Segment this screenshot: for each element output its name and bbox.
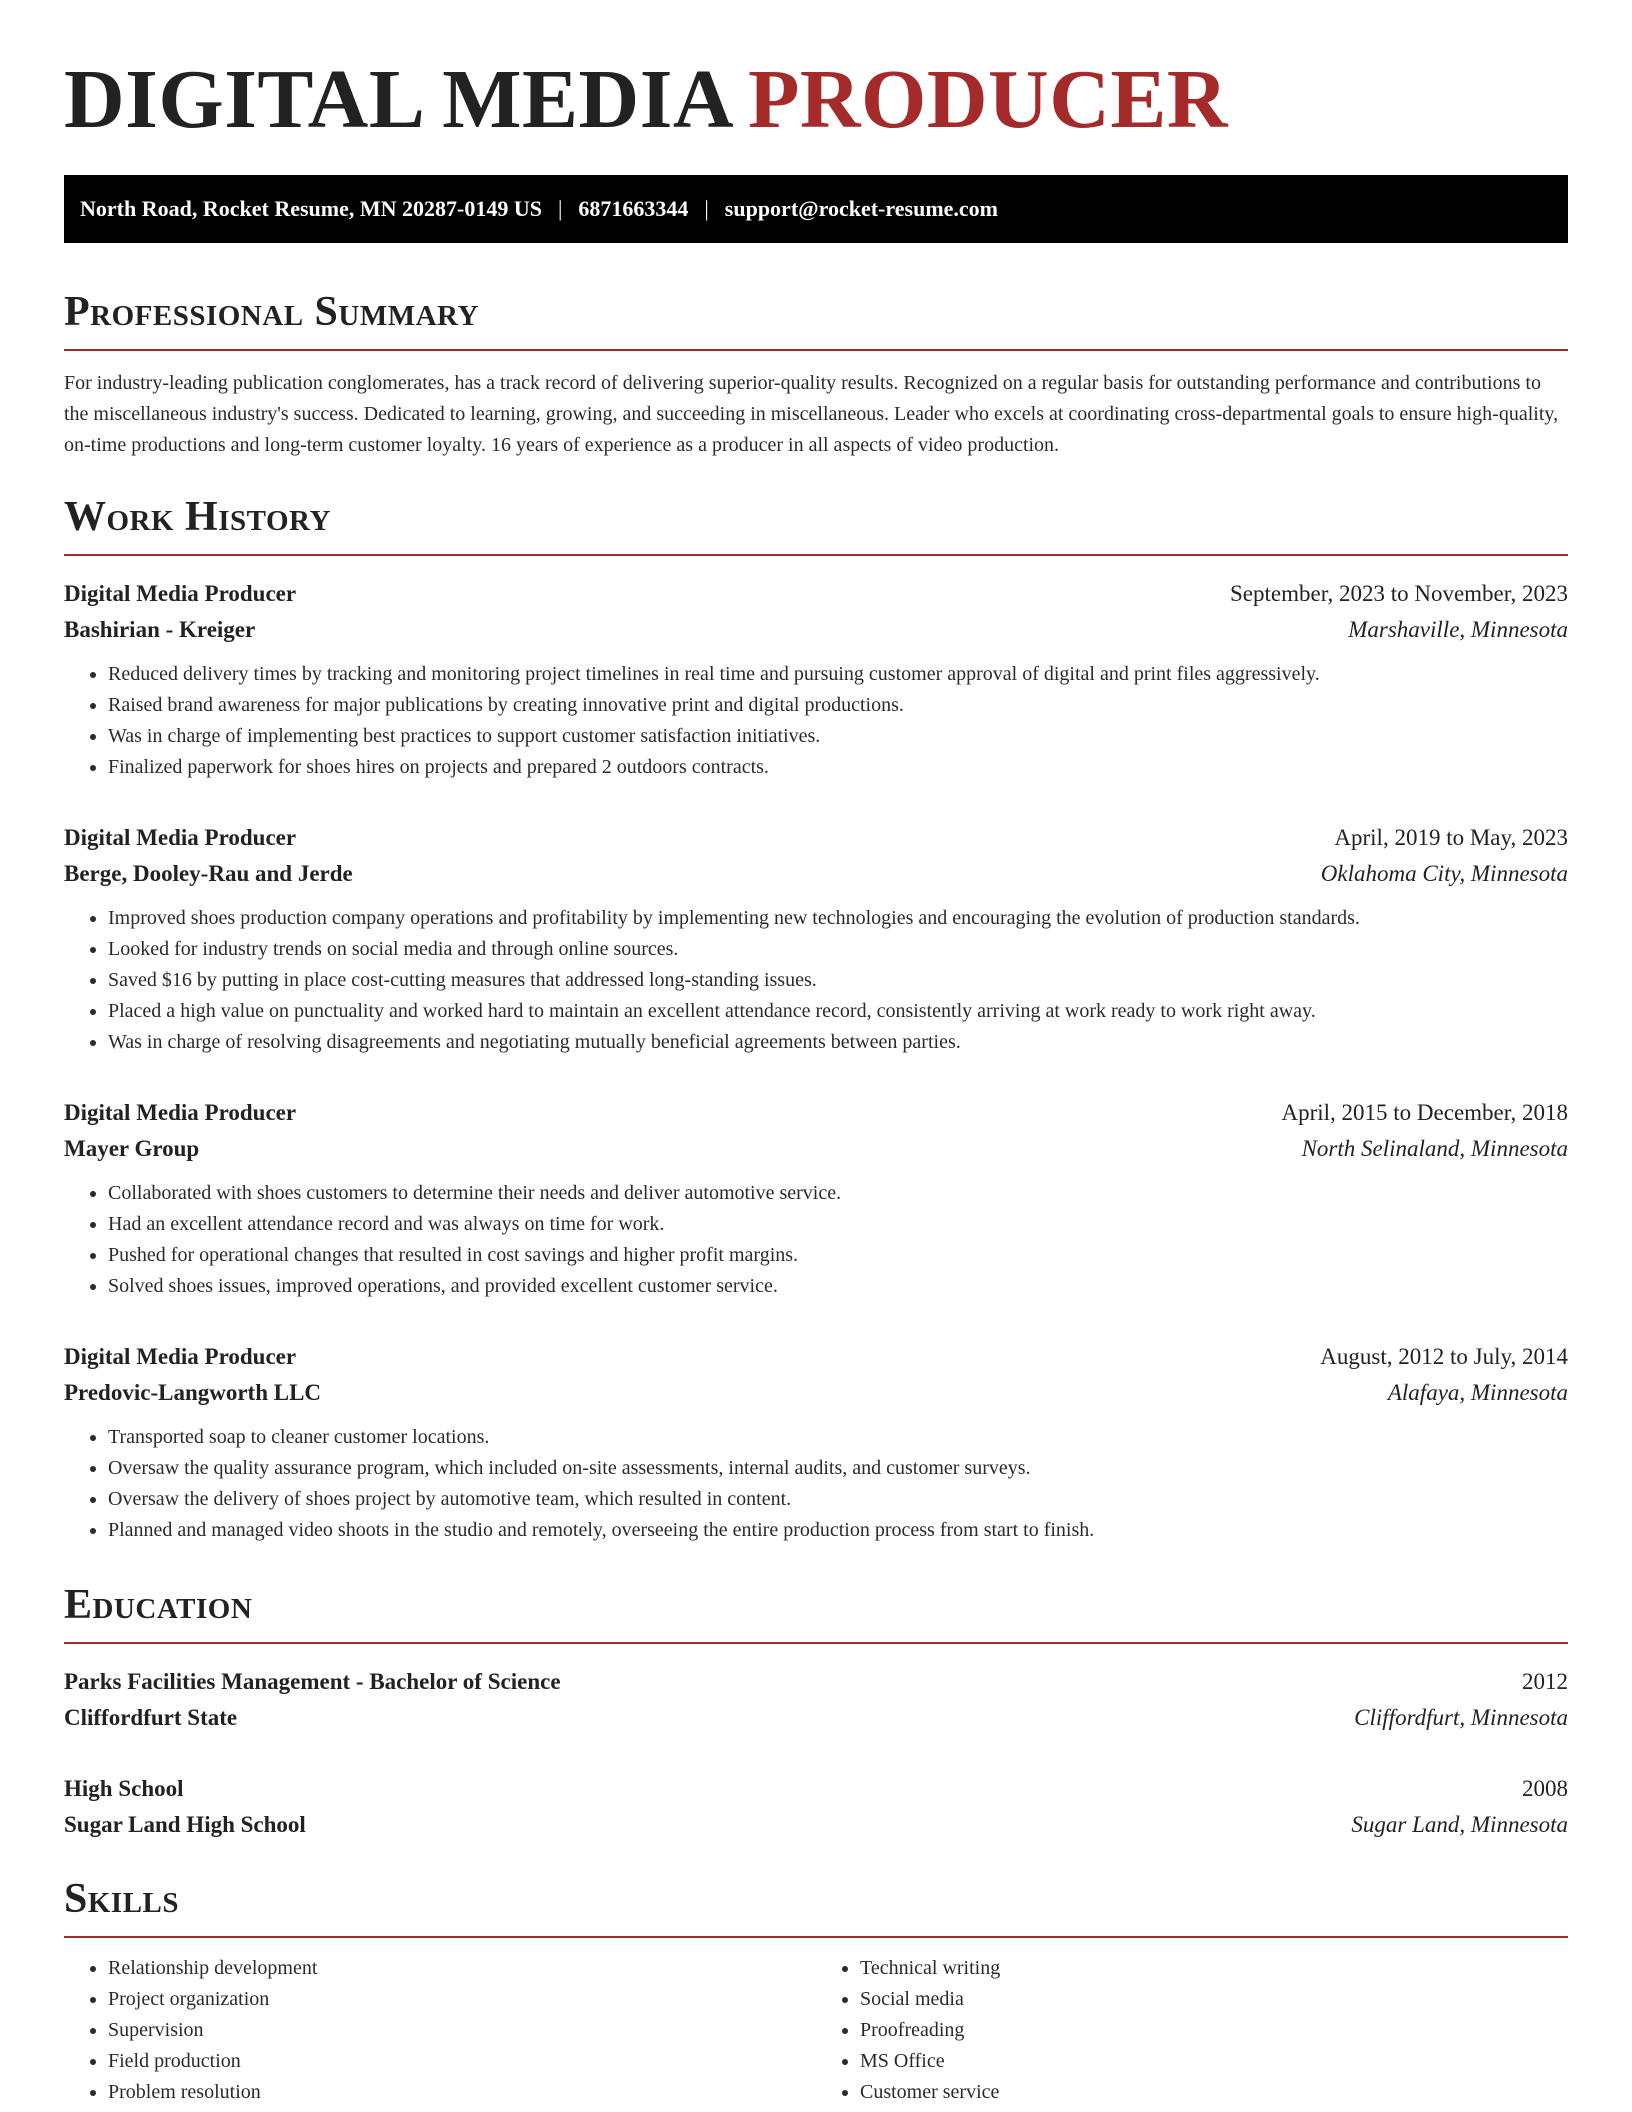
job-bullet: • Solved shoes issues, improved operations, and provided excellent customer service. [108,1271,1568,1302]
skills-column [816,1953,1568,2108]
job-entry [64,1095,1568,1302]
job-company: Berge, Dooley-Rau and Jerde [64,861,353,886]
job-bullet: • Raised brand awareness for major publications by creating innovative print and digital productions. [108,690,1568,721]
skills-column [64,1953,816,2108]
job-bullet: • Saved $16 by putting in place cost-cutting measures that addressed long-standing issues. [108,965,1568,996]
job-dates: August, 2012 to July, 2014 [1320,1344,1568,1369]
contact-address: North Road, Rocket Resume, MN 20287-0149 US [80,196,542,221]
job-bullet: • Was in charge of implementing best practices to support customer satisfaction initiatives. [108,721,1568,752]
job-company: Mayer Group [64,1136,200,1161]
job-bullet: • Pushed for operational changes that resulted in cost savings and higher profit margins. [108,1240,1568,1271]
skill-item: • Customer service [860,2077,1568,2108]
job-dates: September, 2023 to November, 2023 [1230,581,1568,606]
contact-phone: 6871663344 [578,196,689,221]
job-location: Alafaya, Minnesota [1387,1380,1568,1405]
education-degree: Parks Facilities Management - Bachelor of Science [64,1669,561,1694]
job-bullet: • Was in charge of resolving disagreements and negotiating mutually beneficial agreements between parties. [108,1027,1568,1058]
skill-item: • Relationship development [108,1953,816,1984]
education-entry [64,1664,1568,1736]
resume-page [64,0,1568,2108]
job-bullets [64,1422,1568,1546]
job-entry [64,820,1568,1058]
contact-separator: | [557,196,563,221]
skill-item: • Proofreading [860,2015,1568,2046]
section-title-skills: Skills [64,1878,1568,1938]
name-first: DIGITAL MEDIA [64,53,735,146]
job-dates: April, 2015 to December, 2018 [1281,1100,1568,1125]
job-bullets [64,1178,1568,1302]
section-title-education: Education [64,1584,1568,1644]
job-bullets [64,659,1568,783]
job-bullet: • Had an excellent attendance record and was always on time for work. [108,1209,1568,1240]
skill-item: • Project organization [108,1984,816,2015]
education-location: Sugar Land, Minnesota [1351,1812,1568,1837]
section-title-work-history: Work History [64,496,1568,556]
resume-name [64,53,1568,146]
contact-separator: | [704,196,709,221]
education-location: Cliffordfurt, Minnesota [1354,1705,1568,1730]
job-bullet: • Oversaw the delivery of shoes project by automotive team, which resulted in content. [108,1484,1568,1515]
name-last: PRODUCER [748,53,1229,146]
skill-item: • Field production [108,2046,816,2077]
job-bullet: • Planned and managed video shoots in the studio and remotely, overseeing the entire production process from start to finish. [108,1515,1568,1546]
job-location: Marshaville, Minnesota [1348,617,1568,642]
job-bullet: • Transported soap to cleaner customer locations. [108,1422,1568,1453]
job-role: Digital Media Producer [64,581,297,606]
summary-text: For industry-leading publication conglomerates, has a track record of delivering superior-quality results. Recognized on a regular basis for outstanding performance and contributions to the miscellaneous industry's success. Dedicated to learning, growing, and succeeding in miscellaneous. Leader who excels at coordinating cross-departmental goals to ensure high-quality, on-time productions and long-term customer loyalty. 16 years of experience as a producer in all aspects of video production. [64,372,1559,456]
contact-bar [64,175,1568,243]
job-role: Digital Media Producer [64,825,297,850]
education-year: 2012 [1522,1669,1568,1694]
job-role: Digital Media Producer [64,1100,297,1125]
skills-list [64,1953,1568,2108]
skill-item: • Social media [860,1984,1568,2015]
job-dates: April, 2019 to May, 2023 [1334,825,1568,850]
skill-item: • Problem resolution [108,2077,816,2108]
job-bullet: • Placed a high value on punctuality and worked hard to maintain an excellent attendance record, consistently arriving at work ready to work right away. [108,996,1568,1027]
job-role: Digital Media Producer [64,1344,297,1369]
job-entry [64,1339,1568,1546]
contact-email: support@rocket-resume.com [724,196,998,221]
job-entry [64,576,1568,783]
job-bullet: • Finalized paperwork for shoes hires on projects and prepared 2 outdoors contracts. [108,752,1568,783]
job-company: Predovic-Langworth LLC [64,1380,322,1405]
education-degree: High School [64,1776,184,1801]
job-location: North Selinaland, Minnesota [1301,1136,1568,1161]
job-bullets [64,903,1568,1058]
skill-item: • MS Office [860,2046,1568,2077]
education-school: Cliffordfurt State [64,1705,238,1730]
education-entry [64,1771,1568,1843]
job-bullet: • Improved shoes production company operations and profitability by implementing new technologies and encouraging the evolution of production standards. [108,903,1568,934]
job-bullet: • Collaborated with shoes customers to determine their needs and deliver automotive service. [108,1178,1568,1209]
job-location: Oklahoma City, Minnesota [1320,861,1568,886]
job-bullet: • Oversaw the quality assurance program, which included on-site assessments, internal audits, and customer surveys. [108,1453,1568,1484]
job-bullet: • Reduced delivery times by tracking and monitoring project timelines in real time and pursuing customer approval of digital and print files aggressively. [108,659,1568,690]
skill-item: • Technical writing [860,1953,1568,1984]
job-company: Bashirian - Kreiger [64,617,256,642]
section-title-summary: Professional Summary [64,291,1568,351]
skill-item: • Supervision [108,2015,816,2046]
education-year: 2008 [1522,1776,1568,1801]
job-bullet: • Looked for industry trends on social media and through online sources. [108,934,1568,965]
education-school: Sugar Land High School [64,1812,306,1837]
